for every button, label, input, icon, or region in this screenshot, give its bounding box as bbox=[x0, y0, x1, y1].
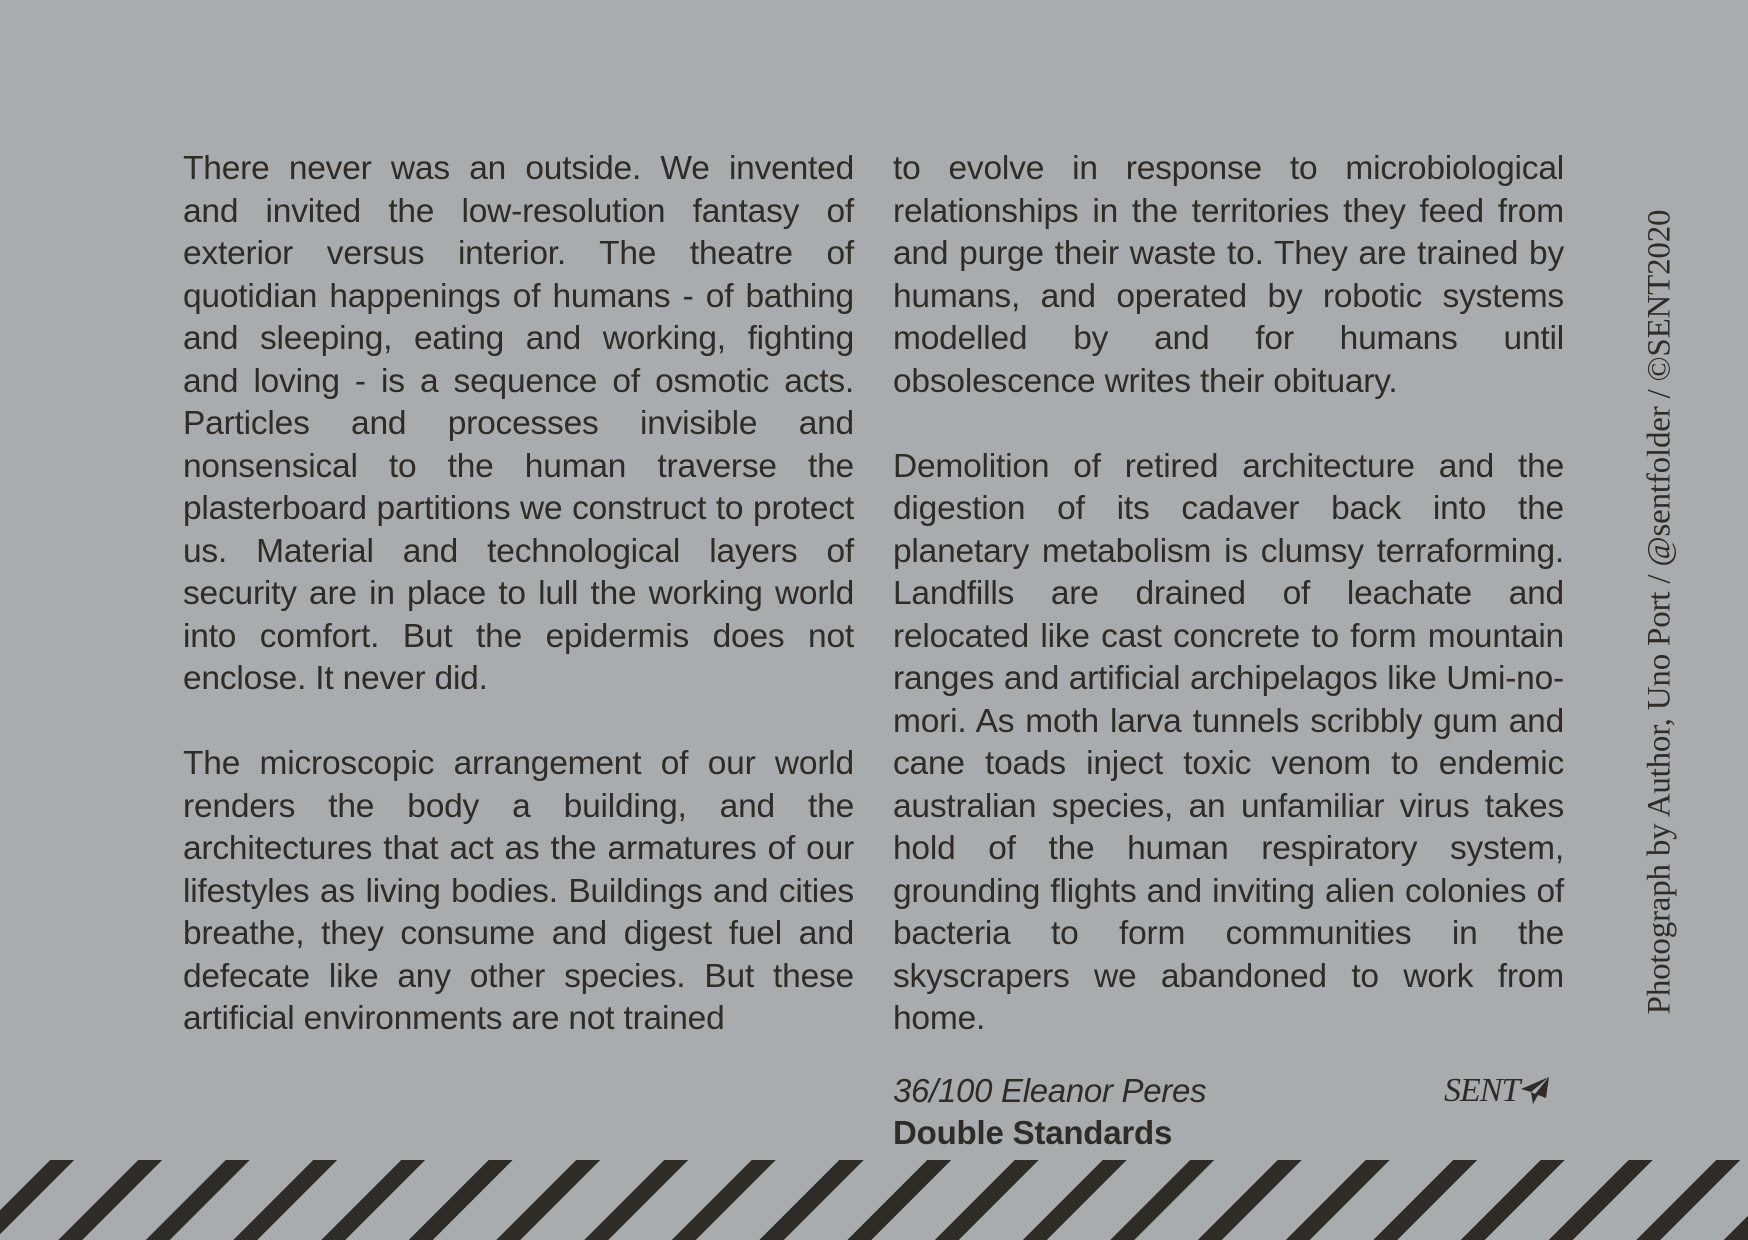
hazard-stripes-decoration bbox=[0, 1160, 1748, 1240]
paper-plane-icon bbox=[1520, 1076, 1550, 1106]
article-column-left bbox=[183, 148, 854, 1041]
paragraph: There never was an outside. We invented and invited the low-resolution fantasy of exterior versus interior. The theatre of quotidian happenings of humans - of bathing and sleeping, eating and working, fighting and loving - is a sequence of osmotic acts. Particles and processes invisible and nonsensical to the human traverse the plasterboard partitions we construct to protect us. Material and technological layers of security are in place to lull the working world into comfort. But the epidermis does not enclose. It never did. bbox=[183, 150, 854, 697]
logo-text: SENT bbox=[1444, 1072, 1520, 1109]
paragraph: The microscopic arrangement of our world renders the body a building, and the architectures that act as the armatures of our lifestyles as living bodies. Buildings and cities breathe, they consume and digest fuel and defecate like any other species. But these artificial environments are not trained bbox=[183, 745, 854, 1037]
sent-logo bbox=[1444, 1072, 1550, 1110]
article-column-right bbox=[893, 148, 1564, 1041]
photo-credit: Photograph by Author, Uno Port / @sentfolder / ©SENT2020 bbox=[1641, 209, 1678, 1015]
issue-number-author: 36/100 Eleanor Peres bbox=[893, 1072, 1207, 1109]
paragraph: to evolve in response to microbiological relationships in the territories they feed from and purge their waste to. They are trained by humans, and operated by robotic systems modelled by and for humans until obsolescence writes their obituary. bbox=[893, 150, 1564, 400]
article-title: Double Standards bbox=[893, 1114, 1173, 1151]
paragraph: Demolition of retired architecture and the digestion of its cadaver back into the planetary metabolism is clumsy terraforming. Landfills are drained of leachate and relocated like cast concrete to form mountain ranges and artificial archipelagos like Umi-no-mori. As moth larva tunnels scribbly gum and cane toads inject toxic venom to endemic australian species, an unfamiliar virus takes hold of the human respiratory system, grounding flights and inviting alien colonies of bacteria to form communities in the skyscrapers we abandoned to work from home. bbox=[893, 447, 1564, 1037]
